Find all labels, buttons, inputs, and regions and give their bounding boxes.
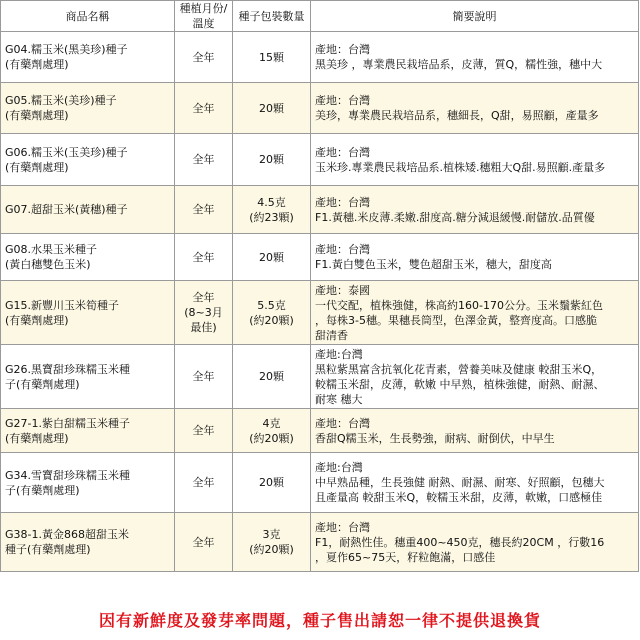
package-quantity-cell: 20顆 xyxy=(233,345,311,409)
package-quantity-cell: 20顆 xyxy=(233,83,311,134)
table-row xyxy=(1,453,639,513)
product-name-cell: G26.黑寶甜珍珠糯玉米種 子(有藥劑處理) xyxy=(1,345,175,409)
planting-month-cell: 全年 xyxy=(175,83,233,134)
product-name-cell: G05.糯玉米(美珍)種子 (有藥劑處理) xyxy=(1,83,175,134)
product-name-cell: G04.糯玉米(黑美珍)種子 (有藥劑處理) xyxy=(1,32,175,83)
product-name-cell: G34.雪寶甜珍珠糯玉米種 子(有藥劑處理) xyxy=(1,453,175,513)
planting-month-cell: 全年 xyxy=(175,32,233,83)
product-name-cell: G07.超甜玉米(黃穗)種子 xyxy=(1,186,175,234)
planting-month-cell: 全年 xyxy=(175,409,233,453)
package-quantity-cell: 4.5克 (約23顆) xyxy=(233,186,311,234)
table-row xyxy=(1,234,639,281)
planting-month-cell: 全年 xyxy=(175,234,233,281)
planting-month-cell: 全年 xyxy=(175,186,233,234)
product-name-cell: G15.新豐川玉米筍種子 (有藥劑處理) xyxy=(1,281,175,345)
table-row xyxy=(1,186,639,234)
header-description: 簡要說明 xyxy=(311,1,639,32)
description-cell: 產地:台灣 中早熟品種，生長強健 耐熱、耐濕、耐寒、好照顧，包穗大 且產量高 較甜玉米Q，較糯玉米甜，皮薄，軟嫩，口感極佳 xyxy=(311,453,639,513)
package-quantity-cell: 15顆 xyxy=(233,32,311,83)
package-quantity-cell: 20顆 xyxy=(233,234,311,281)
package-quantity-cell: 20顆 xyxy=(233,134,311,186)
return-policy-notice: 因有新鮮度及發芽率問題，種子售出請恕一律不提供退換貨 xyxy=(98,611,541,630)
planting-month-cell: 全年 xyxy=(175,345,233,409)
description-cell: 產地：台灣 香甜Q糯玉米，生長勢強，耐病、耐倒伏，中早生 xyxy=(311,409,639,453)
description-cell: 產地：台灣 黑美珍 ，專業農民栽培品系，皮薄，質Q，糯性強，穗中大 xyxy=(311,32,639,83)
planting-month-cell: 全年 xyxy=(175,134,233,186)
table-row xyxy=(1,409,639,453)
description-cell: 產地：台灣 美珍，專業農民栽培品系，穗細長，Q甜，易照顧，產量多 xyxy=(311,83,639,134)
table-row xyxy=(1,32,639,83)
planting-month-cell: 全年 xyxy=(175,513,233,572)
planting-month-cell: 全年 xyxy=(175,453,233,513)
package-quantity-cell: 20顆 xyxy=(233,453,311,513)
table-header-row xyxy=(1,1,639,32)
product-name-cell: G38-1.黃金868超甜玉米 種子(有藥劑處理) xyxy=(1,513,175,572)
planting-month-cell: 全年 (8~3月最佳) xyxy=(175,281,233,345)
description-cell: 產地：台灣 F1.黃穗.米皮薄.柔嫩.甜度高.糖分減退緩慢.耐儲放.品質優 xyxy=(311,186,639,234)
header-product-name: 商品名稱 xyxy=(1,1,175,32)
header-package-quantity: 種子包裝數量 xyxy=(233,1,311,32)
description-cell: 產地：泰國 一代交配，植株強健，株高約160-170公分。玉米鬚紫紅色 ，每株3-5穗。果穗長筒型，色澤金黃，整齊度高。口感脆 甜清香 xyxy=(311,281,639,345)
table-row xyxy=(1,83,639,134)
product-name-cell: G08.水果玉米種子 (黃白穗雙色玉米) xyxy=(1,234,175,281)
package-quantity-cell: 5.5克 (約20顆) xyxy=(233,281,311,345)
package-quantity-cell: 3克 (約20顆) xyxy=(233,513,311,572)
table-row xyxy=(1,134,639,186)
table-row xyxy=(1,513,639,572)
header-planting-month: 種植月份/溫度 xyxy=(175,1,233,32)
package-quantity-cell: 4克 (約20顆) xyxy=(233,409,311,453)
product-name-cell: G06.糯玉米(玉美珍)種子 (有藥劑處理) xyxy=(1,134,175,186)
table-row xyxy=(1,345,639,409)
description-cell: 產地：台灣 F1，耐熱性佳。穗重400~450克，穗長約20CM ，行數16 ，夏作65~75天，籽粒飽滿，口感佳 xyxy=(311,513,639,572)
table-row xyxy=(1,281,639,345)
product-name-cell: G27-1.紫白甜糯玉米種子 (有藥劑處理) xyxy=(1,409,175,453)
description-cell: 產地：台灣 F1.黃白雙色玉米，雙色超甜玉米，穗大，甜度高 xyxy=(311,234,639,281)
description-cell: 產地：台灣 玉米珍.專業農民栽培品系.植株矮.穗粗大Q甜.易照顧.產量多 xyxy=(311,134,639,186)
description-cell: 產地:台灣 黑粒紫黑富含抗氧化花青素，營養美味及健康 較甜玉米Q， 較糯玉米甜，皮薄，軟嫩 中早熟，植株強健，耐熱、耐濕、 耐寒 穗大 xyxy=(311,345,639,409)
